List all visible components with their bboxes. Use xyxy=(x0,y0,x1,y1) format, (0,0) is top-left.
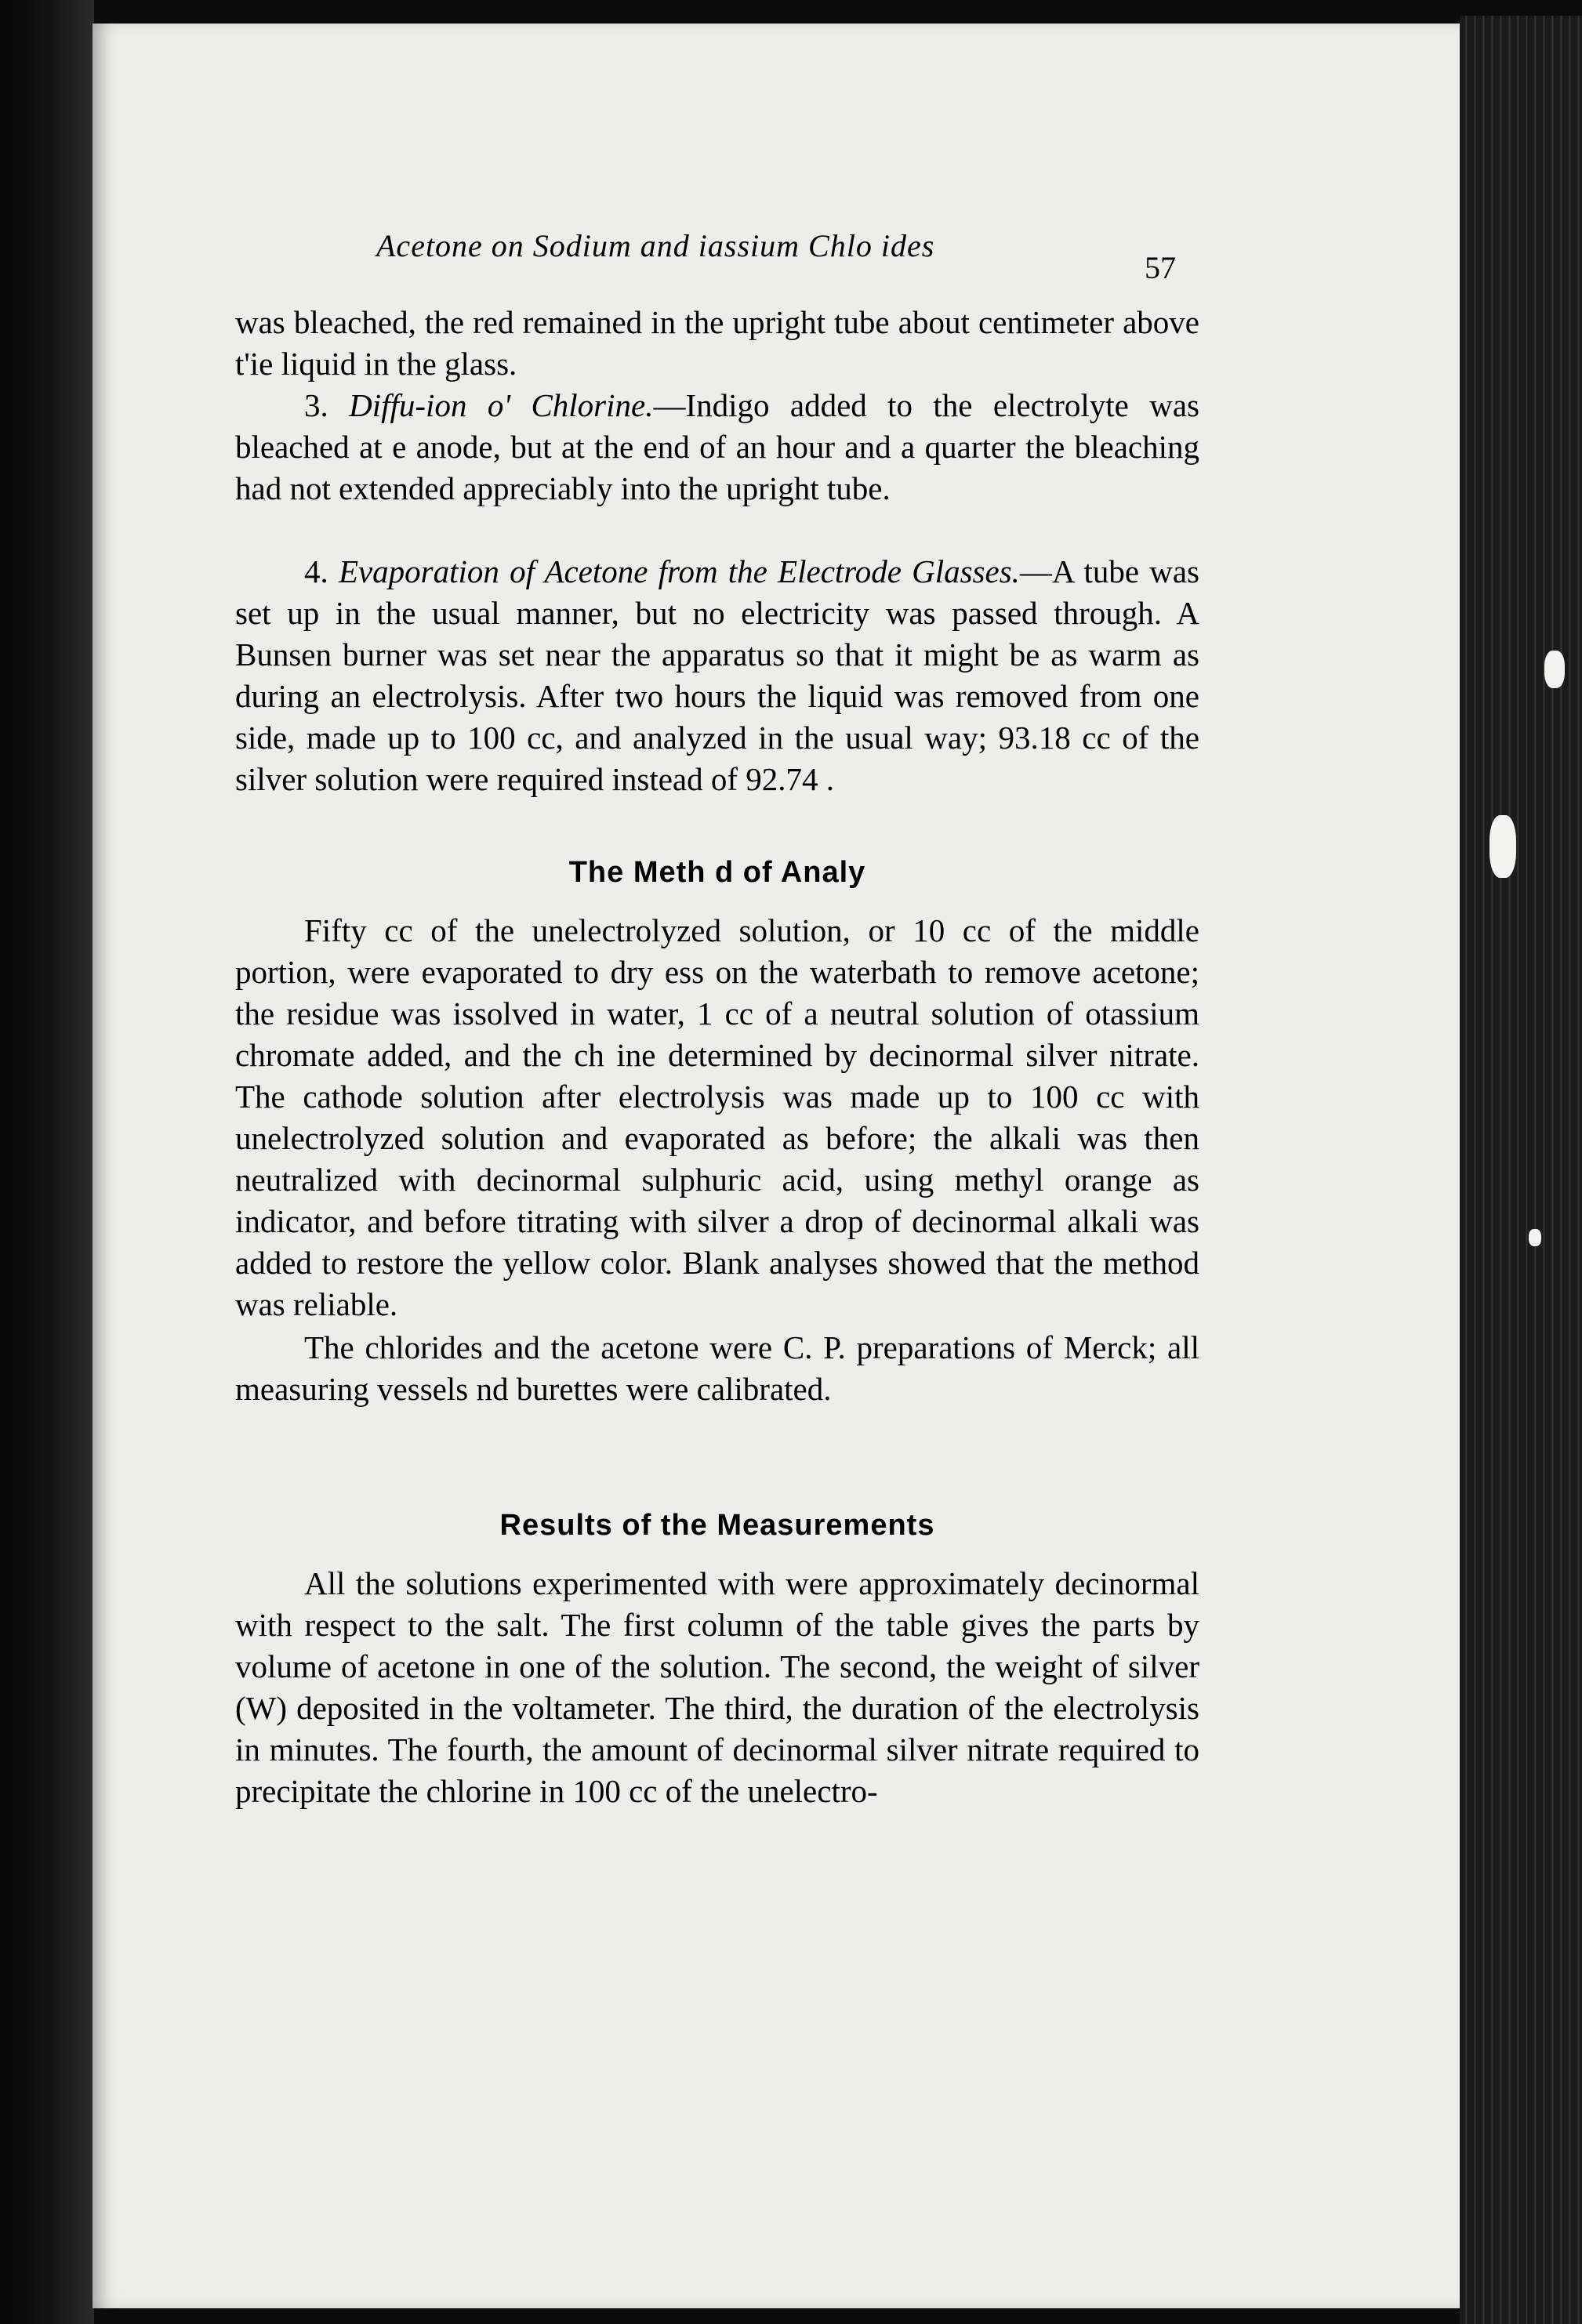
continuation-paragraph xyxy=(235,302,1199,385)
paper-speck xyxy=(1489,815,1516,878)
paragraph: All the solutions experimented with were approximately decinormal with respect to the salt. The first column of the table gives the parts by volume of acetone in one of the solution. The second, the weight of silver (W) deposited in the voltameter. The third, the duration of the electrolysis in minutes. The fourth, the amount of decinormal silver nitrate required to precipitate the chlorine in 100 cc of the unelectro- xyxy=(235,1565,1199,1809)
item-4 xyxy=(235,551,1199,800)
item-number: 4. xyxy=(304,553,328,589)
paragraph xyxy=(235,551,1199,800)
paragraph: Fifty cc of the unelectrolyzed solution, or 10 cc of the middle portion, were evaporated to dry ess on the waterbath to remove acetone; the residue was issolved in water, 1 cc of a neutral solution of otassium chromate added, and the ch ine determined by decinormal silver nitrate. The cathode solution after electrolysis was made up to 100 cc with unelectrolyzed solution and evaporated as before; the alkali was then neutralized with decinormal sulphuric acid, using methyl orange as indicator, and before titrating with silver a drop of decinormal alkali was added to restore the yellow color. Blank analyses showed that the method was reliable. xyxy=(235,912,1199,1322)
paragraph: The chlorides and the acetone were C. P. preparations of Merck; all measuring vessels nd burettes were calibrated. xyxy=(235,1329,1199,1407)
item-number: 3. xyxy=(304,387,328,423)
item-3 xyxy=(235,385,1199,509)
item-heading: Diffu-ion o' Chlorine. xyxy=(349,387,654,423)
page-number: 57 xyxy=(1145,250,1176,285)
section-method xyxy=(235,856,1199,1410)
paragraph: was bleached, the red remained in the upright tube about centimeter above t'ie liquid in the glass. xyxy=(235,304,1199,382)
running-head: Acetone on Sodium and iassium Chlo ides xyxy=(376,228,935,263)
item-text: —Indigo added to the electrolyte was bleached at e anode, but at the end of an hour and a quarter the bleaching had not extended appreciably into the upright tube. xyxy=(235,387,1199,506)
section-results xyxy=(235,1509,1199,1812)
section-heading: Results of the Measurements xyxy=(499,1509,935,1542)
section-heading: The Meth d of Analy xyxy=(568,856,866,889)
binding-gutter xyxy=(0,0,94,2324)
page-stack-edge xyxy=(1460,16,1582,2324)
item-text: —A tube was set up in the usual manner, but no electricity was passed through. A Bunsen burner was set near the apparatus so that it might be as warm as during an electrolysis. After two hours the liquid was removed from one side, made up to 100 cc, and analyzed in the usual way; 93.18 cc of the silver solution were required instead of 92.74 . xyxy=(235,553,1199,797)
paper-speck xyxy=(1529,1229,1541,1246)
paragraph xyxy=(235,385,1199,509)
item-heading: Evaporation of Acetone from the Electrode Glasses. xyxy=(338,553,1020,589)
paper-speck xyxy=(1544,651,1565,688)
